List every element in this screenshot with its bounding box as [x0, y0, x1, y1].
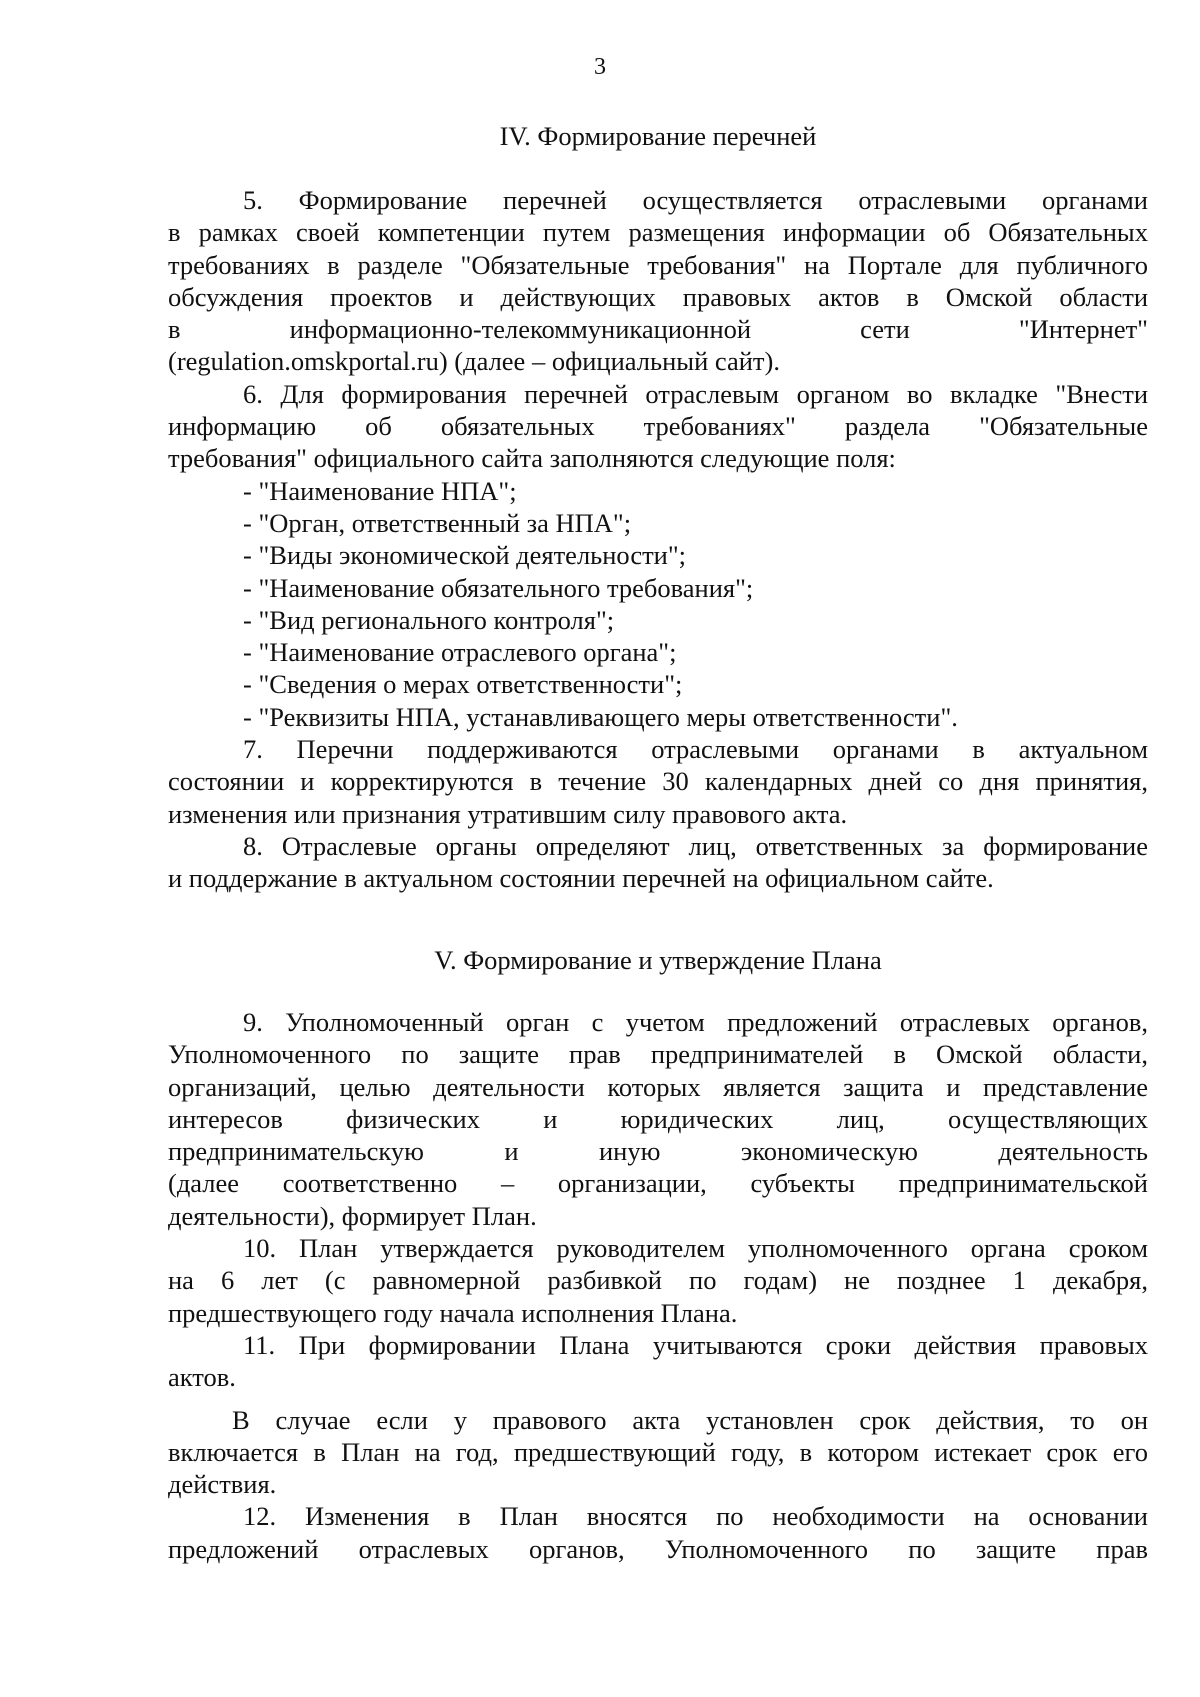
section-5-title: V. Формирование и утверждение Плана	[434, 945, 882, 975]
p5-line-6: (regulation.omskportal.ru) (далее – официальный сайт).	[168, 346, 780, 377]
p9-line-2: Уполномоченного по защите прав предпринимателей в Омской области,	[168, 1039, 1148, 1070]
p5-line-2: в рамках своей компетенции путем размещения информации об Обязательных	[168, 217, 1148, 248]
p5-line-3: требованиях в разделе "Обязательные требования" на Портале для публичного	[168, 249, 1148, 280]
p9-line-7: деятельности), формирует План.	[168, 1200, 537, 1231]
p12-line-1: 12. Изменения в План вносятся по необходимости на основании	[243, 1501, 1148, 1532]
p9-line-5: предпринимательскую и иную экономическую деятельность	[168, 1136, 1148, 1167]
section-4-body	[168, 184, 1148, 895]
p11-line-2: актов.	[168, 1362, 236, 1393]
p8-line-2: и поддержание в актуальном состоянии перечней на официальном сайте.	[168, 863, 994, 894]
p9-line-4: интересов физических и юридических лиц, осуществляющих	[168, 1103, 1148, 1134]
paragraph-gap	[168, 1394, 1148, 1404]
field-item: - "Наименование обязательного требования";	[243, 572, 754, 603]
p11b-line-2: включается в План на год, предшествующий году, в котором истекает срок его	[168, 1436, 1148, 1467]
p7-line-2: состоянии и корректируются в течение 30 календарных дней со дня принятия,	[168, 766, 1148, 797]
p7-line-1: 7. Перечни поддерживаются отраслевыми органами в актуальном	[243, 734, 1148, 765]
p10-line-3: предшествующего году начала исполнения Плана.	[168, 1297, 738, 1328]
p5-line-5: в информационно-телекоммуникационной сети "Интернет"	[168, 314, 1148, 345]
p7-line-3: изменения или признания утратившим силу правового акта.	[168, 798, 848, 829]
section-5-body	[168, 1006, 1148, 1565]
field-item: - "Виды экономической деятельности";	[243, 540, 687, 571]
p11b-line-3: действия.	[168, 1469, 277, 1500]
p12-line-2: предложений отраслевых органов, Уполномоченного по защите прав	[168, 1533, 1148, 1564]
p11-line-1: 11. При формировании Плана учитываются сроки действия правовых	[243, 1329, 1148, 1360]
p6-line-3: требования" официального сайта заполняются следующие поля:	[168, 443, 896, 474]
field-item: - "Наименование отраслевого органа";	[243, 637, 677, 668]
section-4-title: IV. Формирование перечней	[499, 121, 817, 151]
field-item: - "Реквизиты НПА, устанавливающего меры ответственности".	[243, 701, 958, 732]
p10-line-2: на 6 лет (с равномерной разбивкой по годам) не позднее 1 декабря,	[168, 1265, 1148, 1296]
p9-line-3: организаций, целью деятельности которых является защита и представление	[168, 1071, 1148, 1102]
p10-line-1: 10. План утверждается руководителем уполномоченного органа сроком	[243, 1233, 1148, 1264]
field-item: - "Вид регионального контроля";	[243, 604, 615, 635]
p11b-line-1: В случае если у правового акта установлен срок действия, то он	[232, 1404, 1148, 1435]
p9-line-6: (далее соответственно – организации, субъекты предпринимательской	[168, 1168, 1148, 1199]
field-item: - "Сведения о мерах ответственности";	[243, 669, 683, 700]
p5-line-1: 5. Формирование перечней осуществляется отраслевыми органами	[243, 185, 1148, 215]
p5-line-4: обсуждения проектов и действующих правовых актов в Омской области	[168, 281, 1148, 312]
p8-line-1: 8. Отраслевые органы определяют лиц, ответственных за формирование	[243, 830, 1148, 861]
page-number: 3	[594, 54, 606, 80]
p9-line-1: 9. Уполномоченный орган с учетом предложений отраслевых органов,	[243, 1007, 1148, 1037]
field-item: - "Орган, ответственный за НПА";	[243, 507, 632, 538]
p6-line-1: 6. Для формирования перечней отраслевым органом во вкладке "Внести	[243, 378, 1148, 409]
field-item: - "Наименование НПА";	[243, 475, 517, 506]
p6-line-2: информацию об обязательных требованиях" раздела "Обязательные	[168, 411, 1148, 442]
